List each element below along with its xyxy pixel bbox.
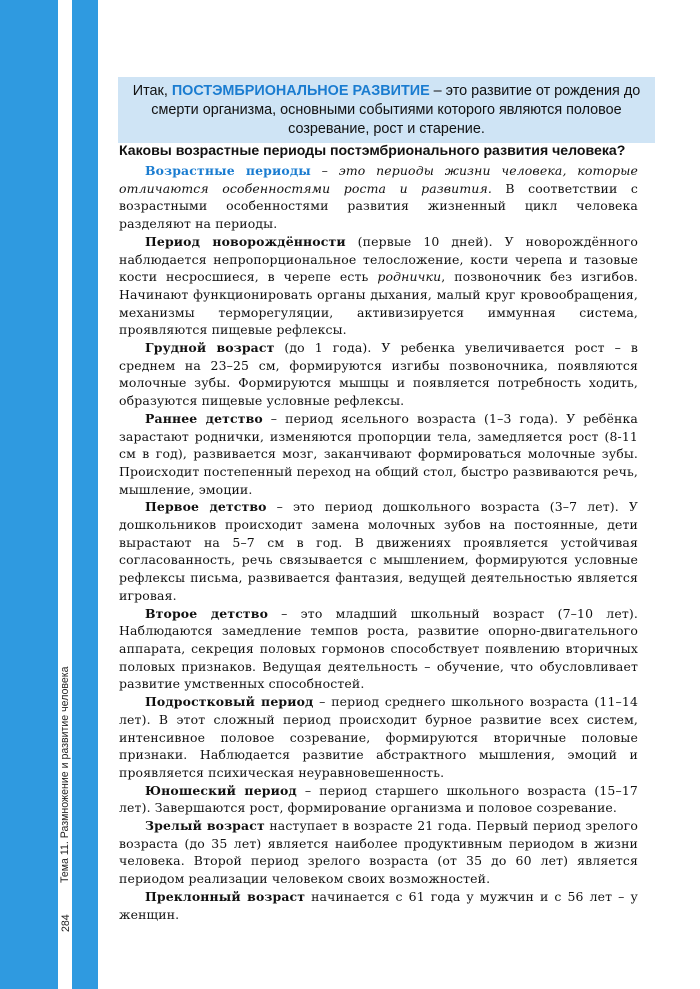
page-number <box>60 908 72 932</box>
period-paragraph <box>119 605 638 694</box>
page-number-text: 284 <box>60 914 72 932</box>
period-term: Преклонный возраст <box>145 888 306 904</box>
period-paragraph <box>119 817 638 888</box>
period-text: наступает в возрасте 21 года. Первый период зрелого возраста (до 35 лет) является наиболее продуктивным периодом в жизни человека. Второй период зрелого возраста (от 35 до 60 лет) является периодом реализации человеком своих возможностей. <box>119 818 638 887</box>
chapter-caption <box>58 553 72 883</box>
section-heading: Каковы возрастные периоды постэмбрионального развития человека? <box>119 142 626 158</box>
intro-term: Возрастные периоды <box>145 163 311 178</box>
main-content <box>119 141 638 923</box>
intro-rest: В соответствии с возрастными особенностями развития жизненный цикл человека разделяют на периоды. <box>119 180 638 232</box>
period-text: – период старшего школьного возраста (15–17 лет). Завершаются рост, формирование организма и половое созревание. <box>119 782 638 816</box>
period-term: Раннее детство <box>145 410 263 426</box>
intro-definition: – это периоды жизни человека, которые отличаются особенностями роста и развития. <box>119 163 638 196</box>
period-text: – это младший школьный возраст (7–10 лет). Наблюдаются замедление темпов роста, развитие опорно-двигательного аппарата, секреция половых гормонов способствует появлению вторичных половых признаков. Ведущая деятельность – обучение, что обусловливает развитие умственных способностей. <box>119 605 639 692</box>
period-text: (до 1 года). У ребенка увеличивается рост – в среднем на 23–25 см, формируются изгибы позвоночника, появляются молочные зубы. Формируются мышцы и появляется потребность ходить, образуются пищевые условные рефлексы. <box>119 340 638 409</box>
sidebar-band-strip <box>72 0 98 989</box>
period-italic: роднички <box>377 269 442 285</box>
period-term: Первое детство <box>145 499 267 515</box>
chapter-caption-text: Тема 11. Размножение и развитие человека <box>59 666 71 883</box>
period-text: – это период дошкольного возраста (3–7 лет). У дошкольников происходит замена молочных зубов на постоянные, дети вырастают на 5–7 см в год. В движениях проявляется устойчивая согласованность, речь связывается с мышлением, формируются условные рефлексы письма, развивается фантазия, ведущей деятельностью является игровая. <box>119 499 639 603</box>
period-paragraph <box>119 782 638 817</box>
period-text-cont: , позвоночник без изгибов. Начинают функционировать органы дыхания, малый круг кровообращения, механизмы терморегуляции, активизируется иммунная система, проявляются пищевые рефлексы. <box>119 269 639 338</box>
period-paragraph <box>119 888 638 923</box>
period-term: Юношеский период <box>145 782 297 798</box>
period-text: начинается с 61 года у мужчин и с 56 лет – у женщин. <box>119 888 638 922</box>
period-paragraph <box>119 498 638 604</box>
period-term: Грудной возраст <box>145 340 275 356</box>
period-text: (первые 10 дней). У новорождённого наблюдается непропорциональное телосложение, кости черепа и тазовые кости несросшиеся, в черепе есть <box>119 233 638 285</box>
period-term: Подростковый период <box>145 694 314 710</box>
period-text: – период ясельного возраста (1–3 года). У ребёнка зарастают роднички, изменяются пропорции тела, замедляется рост (8-11 см в год), развивается мозг, заканчивают формироваться молочные зубы. Происходит постепенный переход на общий стол, быстро развиваются речь, мышление, эмоции. <box>119 410 638 497</box>
period-term: Второе детство <box>145 605 269 621</box>
summary-post: – это развитие от рождения до смерти организма, основными событиями которого являются половое созревание, рост и старение. <box>151 83 641 137</box>
period-term: Период новорождённости <box>145 233 346 249</box>
summary-pre: Итак, <box>132 83 172 99</box>
sidebar-band-outer <box>0 0 58 989</box>
summary-box <box>118 77 655 143</box>
period-paragraph <box>119 410 638 499</box>
period-paragraph <box>119 693 638 782</box>
period-term: Зрелый возраст <box>145 818 265 834</box>
period-paragraph <box>119 233 638 339</box>
period-paragraph <box>119 339 638 410</box>
intro-paragraph <box>119 162 638 233</box>
period-text: – период среднего школьного возраста (11–14 лет). В этот сложный период происходит бурное развитие всех систем, интенсивное половое созревание, формируются вторичные половые признаки. Наблюдается развитие абстрактного мышления, эмоций и проявляется психическая неуравновешенность. <box>119 694 639 780</box>
summary-highlight: ПОСТЭМБРИОНАЛЬНОЕ РАЗВИТИЕ <box>171 83 430 99</box>
